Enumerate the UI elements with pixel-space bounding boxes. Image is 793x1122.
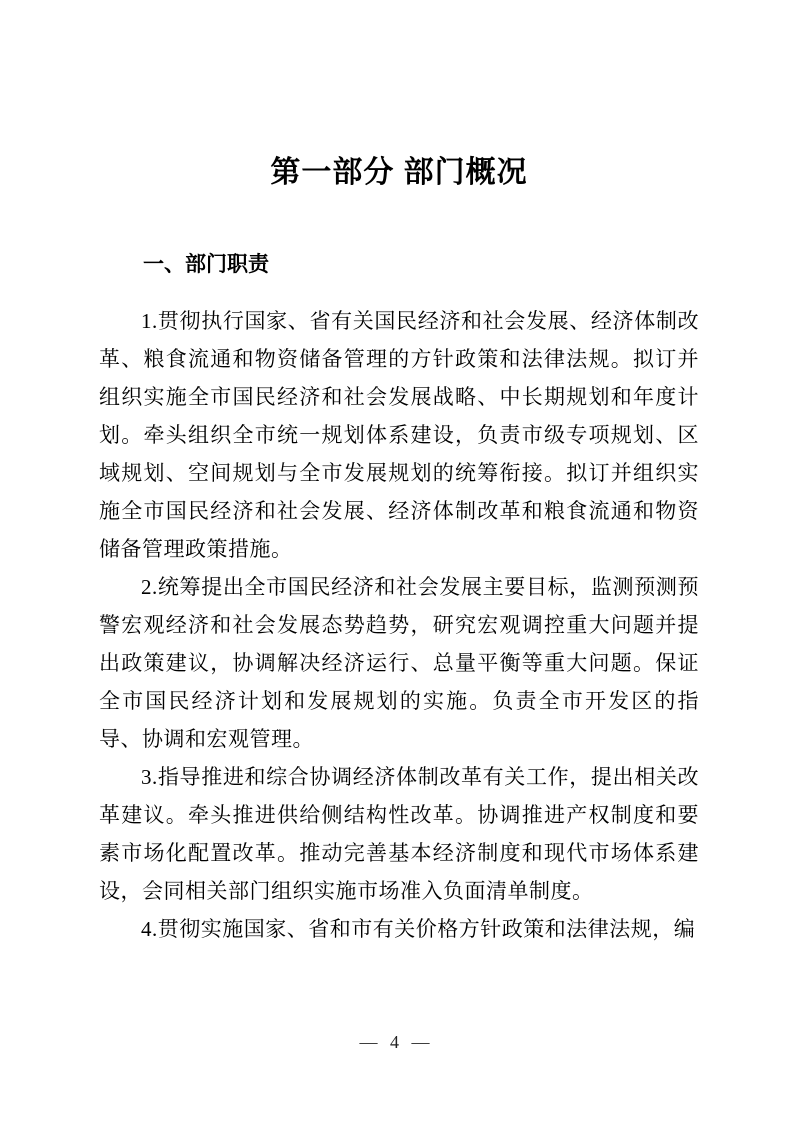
section-heading: 一、部门职责 <box>143 253 269 276</box>
page-footer <box>0 1032 793 1053</box>
paragraph-duty-4: 4.贯彻实施国家、省和市有关价格方针政策和法律法规，编 <box>141 917 696 941</box>
body-text <box>99 302 699 948</box>
page-title: 第一部分 部门概况 <box>270 156 528 189</box>
page-number: — 4 — <box>359 1032 434 1052</box>
paragraph-duty-3: 3.指导推进和综合协调经济体制改革有关工作，提出相关改革建议。牵头推进供给侧结构性改革。协调推进产权制度和要素市场化配置改革。推动完善基本经济制度和现代市场体系建设，会同相关部门组织实施市场准入负面清单制度。 <box>99 765 699 903</box>
document-content <box>99 0 699 948</box>
paragraph-duty-1: 1.贯彻执行国家、省有关国民经济和社会发展、经济体制改革、粮食流通和物资储备管理的方针政策和法律法规。拟订并组织实施全市国民经济和社会发展战略、中长期规划和年度计划。牵头组织全市统一规划体系建设，负责市级专项规划、区域规划、空间规划与全市发展规划的统筹衔接。拟订并组织实施全市国民经济和社会发展、经济体制改革和粮食流通和物资储备管理政策措施。 <box>99 309 699 561</box>
paragraph-duty-2: 2.统筹提出全市国民经济和社会发展主要目标，监测预测预警宏观经济和社会发展态势趋势，研究宏观调控重大问题并提出政策建议，协调解决经济运行、总量平衡等重大问题。保证全市国民经济计划和发展规划的实施。负责全市开发区的指导、协调和宏观管理。 <box>99 575 699 751</box>
